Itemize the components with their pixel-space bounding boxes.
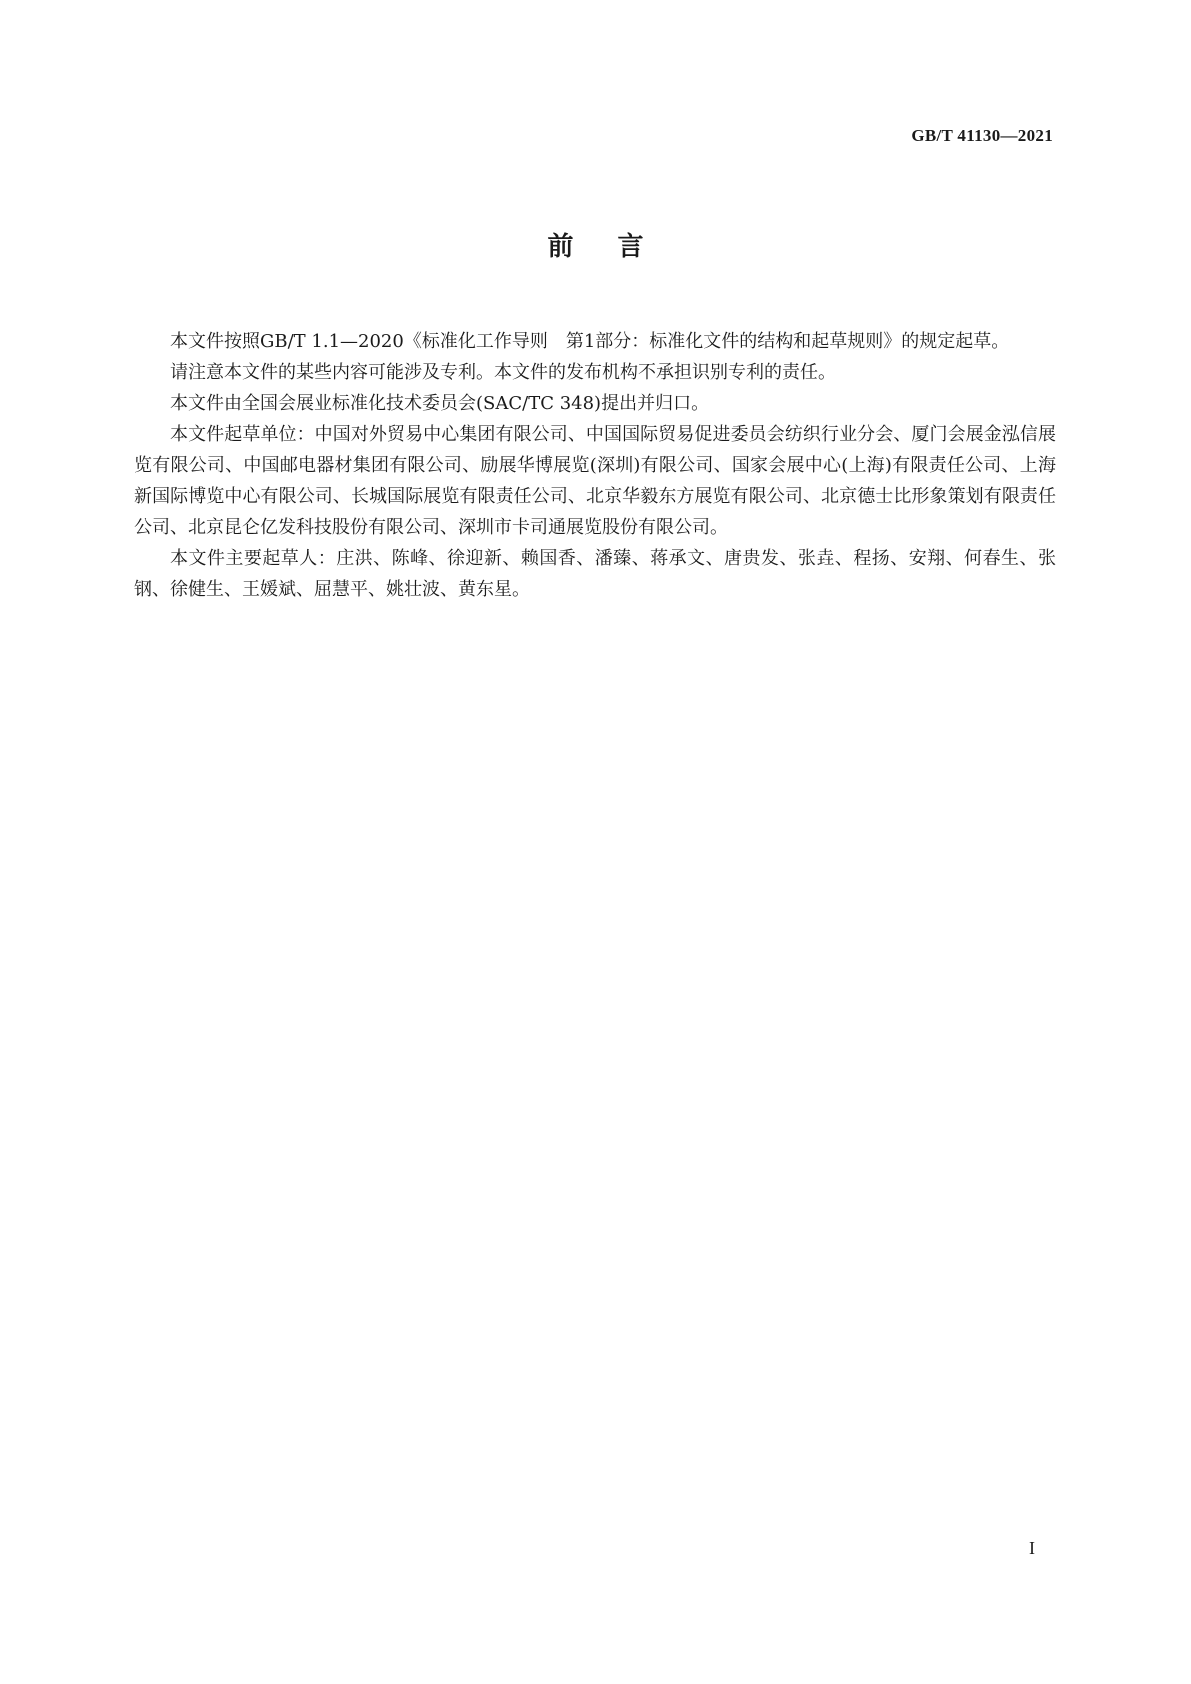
paragraph-proposer: 本文件由全国会展业标准化技术委员会(SAC/TC 348)提出并归口。	[170, 393, 710, 414]
page-title: 前言	[547, 232, 688, 262]
page-number: I	[1029, 1538, 1035, 1558]
paragraph-drafting-rules: 本文件按照GB/T 1.1—2020《标准化工作导则 第1部分：标准化文件的结构和起草规则》的规定起草。	[170, 331, 1010, 352]
paragraph-drafting-units: 本文件起草单位：中国对外贸易中心集团有限公司、中国国际贸易促进委员会纺织行业分会、厦门会展金泓信展览有限公司、中国邮电器材集团有限公司、励展华博展览(深圳)有限公司、国家会展中心(上海)有限责任公司、上海新国际博览中心有限公司、长城国际展览有限责任公司、北京华毅东方展览有限公司、北京德士比形象策划有限责任公司、北京昆仑亿发科技股份有限公司、深圳市卡司通展览股份有限公司。	[134, 424, 1056, 538]
foreword-body	[134, 326, 1056, 605]
paragraph-drafters: 本文件主要起草人：庄洪、陈峰、徐迎新、赖国香、潘臻、蒋承文、唐贵发、张垚、程扬、安翔、何春生、张钢、徐健生、王媛斌、屈慧平、姚壮波、黄东星。	[134, 548, 1056, 600]
standard-number: GB/T 41130—2021	[911, 126, 1053, 145]
paragraph-patent-notice: 请注意本文件的某些内容可能涉及专利。本文件的发布机构不承担识别专利的责任。	[170, 362, 836, 383]
